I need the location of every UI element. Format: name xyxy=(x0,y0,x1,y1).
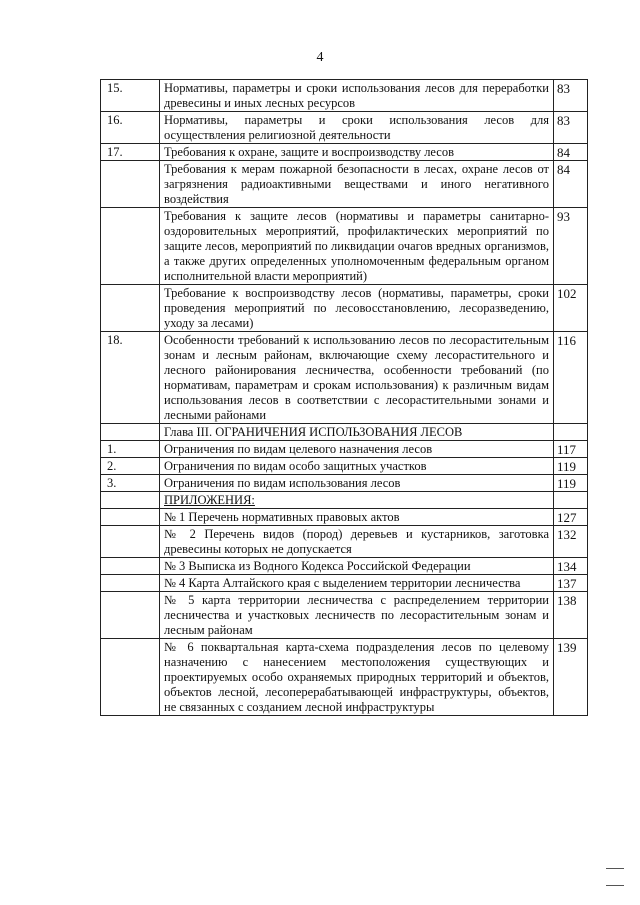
toc-row xyxy=(101,558,588,575)
toc-row-number: 17. xyxy=(101,144,160,161)
toc-row-title: № 6 поквартальная карта-схема подразделения лесов по целевому назначению с нанесением местоположения существующих и проектируемых особо охраняемых природных территорий и объектов, объектов лесной, лесоперерабатывающей инфраструктуры, объектов, не связанных с созданием лесной инфраструктуры xyxy=(160,639,554,716)
toc-row-page xyxy=(554,492,588,509)
toc-row-number xyxy=(101,285,160,332)
toc-row-number: 2. xyxy=(101,458,160,475)
scan-mark xyxy=(606,885,624,886)
toc-row-page: 119 xyxy=(554,475,588,492)
toc-row-title: Требования к охране, защите и воспроизводству лесов xyxy=(160,144,554,161)
toc-row-title: Ограничения по видам использования лесов xyxy=(160,475,554,492)
toc-row-number xyxy=(101,208,160,285)
toc-row xyxy=(101,509,588,526)
toc-row xyxy=(101,526,588,558)
toc-row-page: 138 xyxy=(554,592,588,639)
toc-row-title: Нормативы, параметры и сроки использования лесов для осуществления религиозной деятельности xyxy=(160,112,554,144)
toc-row-page: 132 xyxy=(554,526,588,558)
page-number: 4 xyxy=(316,50,324,65)
toc-row-title: Требования к защите лесов (нормативы и параметры санитарно-оздоровительных мероприятий, профилактических мероприятий по защите лесов, мероприятий по ликвидации очагов вредных организмов, а также других определенных уполномоченным федеральным органом исполнительной власти мероприятий) xyxy=(160,208,554,285)
toc-row xyxy=(101,492,588,509)
scan-mark xyxy=(606,868,624,869)
toc-row-number xyxy=(101,509,160,526)
toc-row-number: 1. xyxy=(101,441,160,458)
toc-row-page: 127 xyxy=(554,509,588,526)
toc-row-title: Ограничения по видам целевого назначения лесов xyxy=(160,441,554,458)
toc-row-page: 137 xyxy=(554,575,588,592)
toc-row-title: № 1 Перечень нормативных правовых актов xyxy=(160,509,554,526)
toc-row-page: 117 xyxy=(554,441,588,458)
toc-row-page: 84 xyxy=(554,161,588,208)
appendix-heading: ПРИЛОЖЕНИЯ: xyxy=(160,492,554,509)
toc-body xyxy=(101,80,588,716)
toc-row-number xyxy=(101,526,160,558)
toc-row xyxy=(101,475,588,492)
toc-row-title: № 4 Карта Алтайского края с выделением территории лесничества xyxy=(160,575,554,592)
toc-row xyxy=(101,639,588,716)
toc-row-page: 83 xyxy=(554,80,588,112)
toc-row xyxy=(101,424,588,441)
toc-row xyxy=(101,592,588,639)
toc-row xyxy=(101,208,588,285)
toc-row xyxy=(101,144,588,161)
toc-row-number xyxy=(101,492,160,509)
toc-row-page: 119 xyxy=(554,458,588,475)
toc-row-number: 16. xyxy=(101,112,160,144)
toc-row-page: 83 xyxy=(554,112,588,144)
chapter-heading: Глава III. ОГРАНИЧЕНИЯ ИСПОЛЬЗОВАНИЯ ЛЕСОВ xyxy=(160,424,554,441)
toc-row-page xyxy=(554,424,588,441)
toc-row-number xyxy=(101,639,160,716)
toc-row xyxy=(101,285,588,332)
toc-row-number: 15. xyxy=(101,80,160,112)
toc-row-page: 116 xyxy=(554,332,588,424)
toc-row-number xyxy=(101,558,160,575)
toc-row xyxy=(101,112,588,144)
toc-row-title: Требования к мерам пожарной безопасности в лесах, охране лесов от загрязнения радиоактивными веществами и иного негативного воздействия xyxy=(160,161,554,208)
toc-row-title: Особенности требований к использованию лесов по лесорастительным зонам и лесным районам, включающие схему лесорастительного и лесного районирования лесничества, особенности требований (по нормативам, параметрам и срокам использования) к различным видам использования лесов в соответствии с лесорастительными зонами и лесными районами xyxy=(160,332,554,424)
toc-row xyxy=(101,80,588,112)
toc-row-number xyxy=(101,575,160,592)
toc-row-number: 3. xyxy=(101,475,160,492)
table-of-contents xyxy=(100,79,588,716)
toc-row-title: Ограничения по видам особо защитных участков xyxy=(160,458,554,475)
toc-row-title: Требование к воспроизводству лесов (нормативы, параметры, сроки проведения мероприятий по лесовосстановлению, лесоразведению, уходу за лесами) xyxy=(160,285,554,332)
toc-row-title: Нормативы, параметры и сроки использования лесов для переработки древесины и иных лесных ресурсов xyxy=(160,80,554,112)
toc-row xyxy=(101,332,588,424)
toc-row xyxy=(101,161,588,208)
toc-row-page: 93 xyxy=(554,208,588,285)
toc-row xyxy=(101,575,588,592)
toc-row-number xyxy=(101,592,160,639)
toc-row-title: № 5 карта территории лесничества с распределением территории лесничества и участковых лесничеств по лесорастительным зонам и лесным районам xyxy=(160,592,554,639)
toc-row-title: № 2 Перечень видов (пород) деревьев и кустарников, заготовка древесины которых не допускается xyxy=(160,526,554,558)
toc-row-page: 134 xyxy=(554,558,588,575)
toc-row-number: 18. xyxy=(101,332,160,424)
toc-row-page: 139 xyxy=(554,639,588,716)
toc-row xyxy=(101,441,588,458)
toc-row-number xyxy=(101,424,160,441)
toc-row-page: 84 xyxy=(554,144,588,161)
toc-row xyxy=(101,458,588,475)
toc-row-page: 102 xyxy=(554,285,588,332)
toc-row-number xyxy=(101,161,160,208)
toc-row-title: № 3 Выписка из Водного Кодекса Российской Федерации xyxy=(160,558,554,575)
